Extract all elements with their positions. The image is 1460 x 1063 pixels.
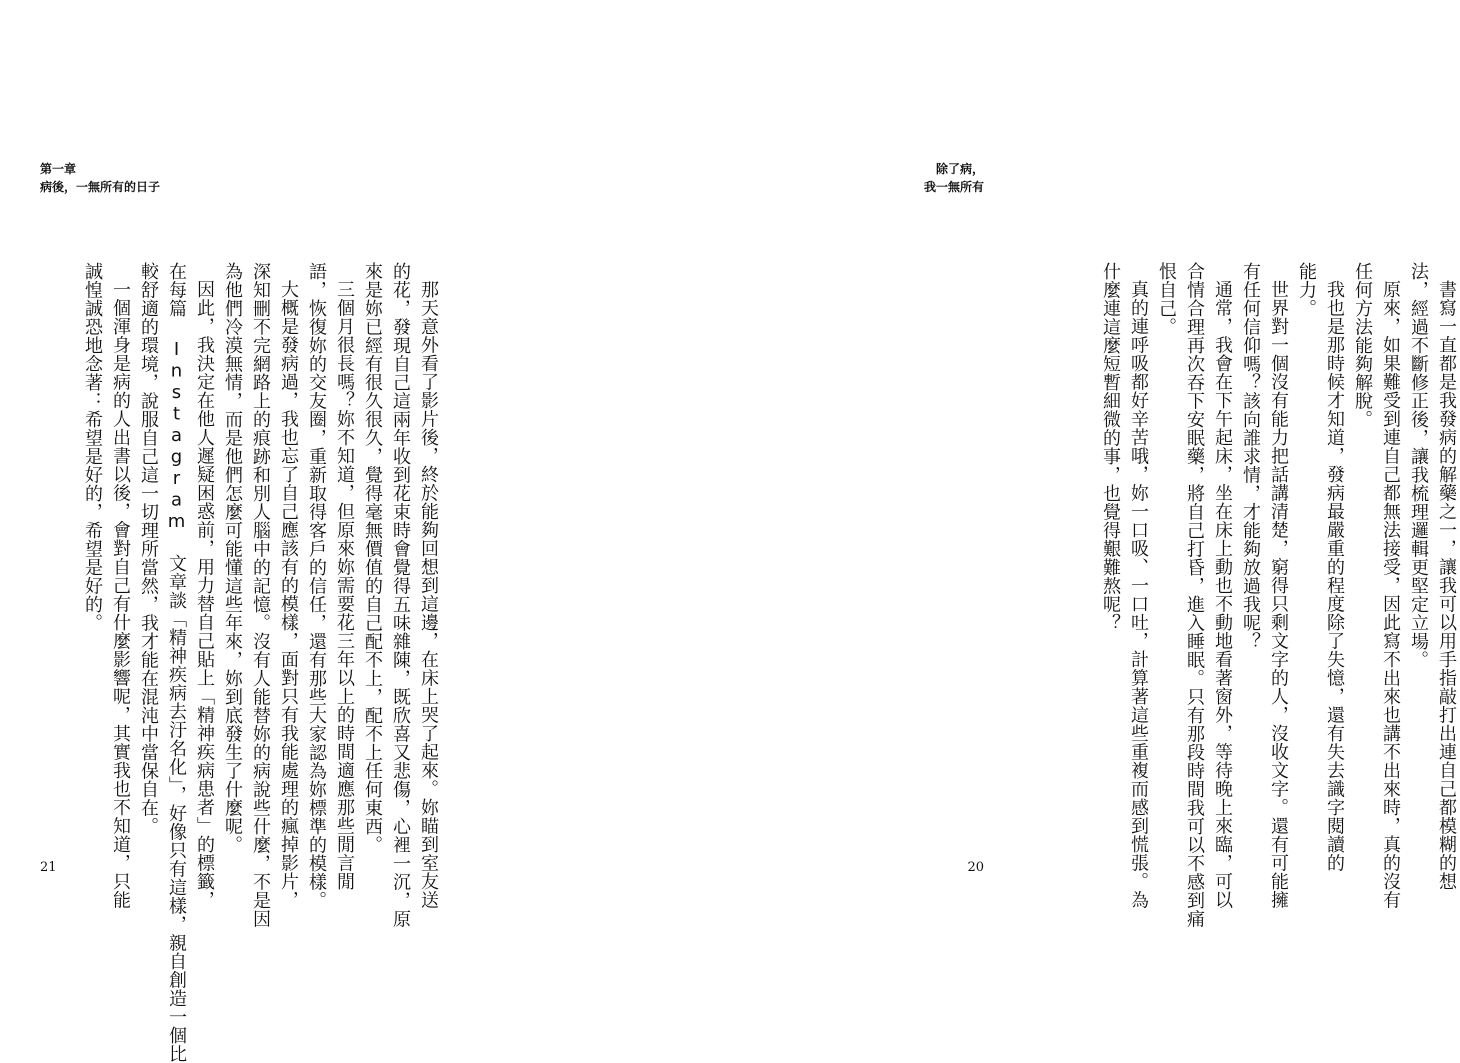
text-column: 誠惶誠恐地念著：希望是好的，希望是好的。 [82,262,103,632]
chapter-title: 病後，一無所有的日子 [40,180,161,194]
page-number-right: 20 [967,860,984,875]
section-title-line2: 我一無所有 [923,180,984,194]
right-page [512,0,1457,1024]
text-column: 深知刪不完網路上的痕跡和別人腦中的記憶。沒有人能替妳的病說些什麼，不是因 [250,262,271,928]
text-column: 通常，我會在下午起床，坐在床上動也不動地看著窗外，等待晚上來臨，可以 [1212,280,1233,909]
running-head-section [924,160,984,196]
text-column: 合情合理再次吞下安眠藥，將自己打昏，進入睡眠。只有那段時間我可以不感到痛 [1184,262,1205,928]
text-column: 真的連呼吸都好辛苦哦，妳一口吸、一口吐，計算著這些重複而感到慌張。為 [1128,280,1149,909]
text-column: 能力。 [1296,262,1317,318]
text-column: 來是妳已經有很久很久，覺得毫無價值的自己配不上，配不上任何東西。 [362,262,383,854]
text-column: 因此，我決定在他人遲疑困惑前，用力替自己貼上「精神疾病患者」的標籤， [194,280,215,909]
text-column: 書寫一直都是我發病的解藥之一，讓我可以用手指敲打出連自己都模糊的想 [1436,280,1457,891]
text-column: 有任何信仰嗎？該向誰求情，才能夠放過我呢？ [1240,262,1261,651]
text-column: 那天意外看了影片後，終於能夠回想到這邊，在床上哭了起來。妳瞄到室友送 [418,280,439,909]
text-column: 大概是發病過，我也忘了自己應該有的模樣，面對只有我能處理的瘋掉影片， [278,280,299,909]
page-number-left: 21 [40,860,57,875]
left-page [0,0,512,1063]
text-column: 較舒適的環境，說服自己這一切理所當然，我才能在混沌中當保自在。 [138,262,159,836]
section-title-line1: 除了病， [935,162,984,176]
text-column: 在每篇 Instagram 文章談「精神疾病去汙名化」，好像只有這樣，親自創造一個比 [166,262,187,1063]
text-column: 什麼連這麼短暫細微的事，也覺得艱難熬呢？ [1100,262,1121,632]
text-column: 三個月很長嗎？妳不知道，但原來妳需要花三年以上的時間適應那些閒言閒 [334,280,355,891]
text-column: 我也是那時候才知道，發病最嚴重的程度除了失憶，還有失去識字閱讀的 [1324,280,1345,872]
text-column: 一個渾身是病的人出書以後，會對自己有什麼影響呢，其實我也不知道，只能 [110,280,131,909]
text-column: 任何方法能夠解脫。 [1352,262,1373,429]
right-body-text [1100,262,1460,928]
left-body-text [82,262,442,1063]
text-column: 的花，發現自己這兩年收到花束時會覺得五味雜陳，既欣喜又悲傷，心裡一沉，原 [390,262,411,928]
text-column: 原來，如果難受到連自己都無法接受，因此寫不出來也講不出來時，真的沒有 [1380,280,1401,909]
chapter-number: 第一章 [40,162,77,176]
text-column: 法，經過不斷修正後，讓我梳理邏輯更堅定立場。 [1408,262,1429,669]
text-column: 恨自己。 [1156,262,1177,336]
text-column: 語，恢復妳的交友圈，重新取得客戶的信任，還有那些大家認為妳標準的模樣。 [306,262,327,910]
text-column: 為他們冷漠無情，而是他們怎麼可能懂這些年來，妳到底發生了什麼呢。 [222,262,243,854]
text-column: 世界對一個沒有能力把話講清楚，窮得只剩文字的人，沒收文字。還有可能擁 [1268,280,1289,909]
running-head-chapter [40,160,160,196]
